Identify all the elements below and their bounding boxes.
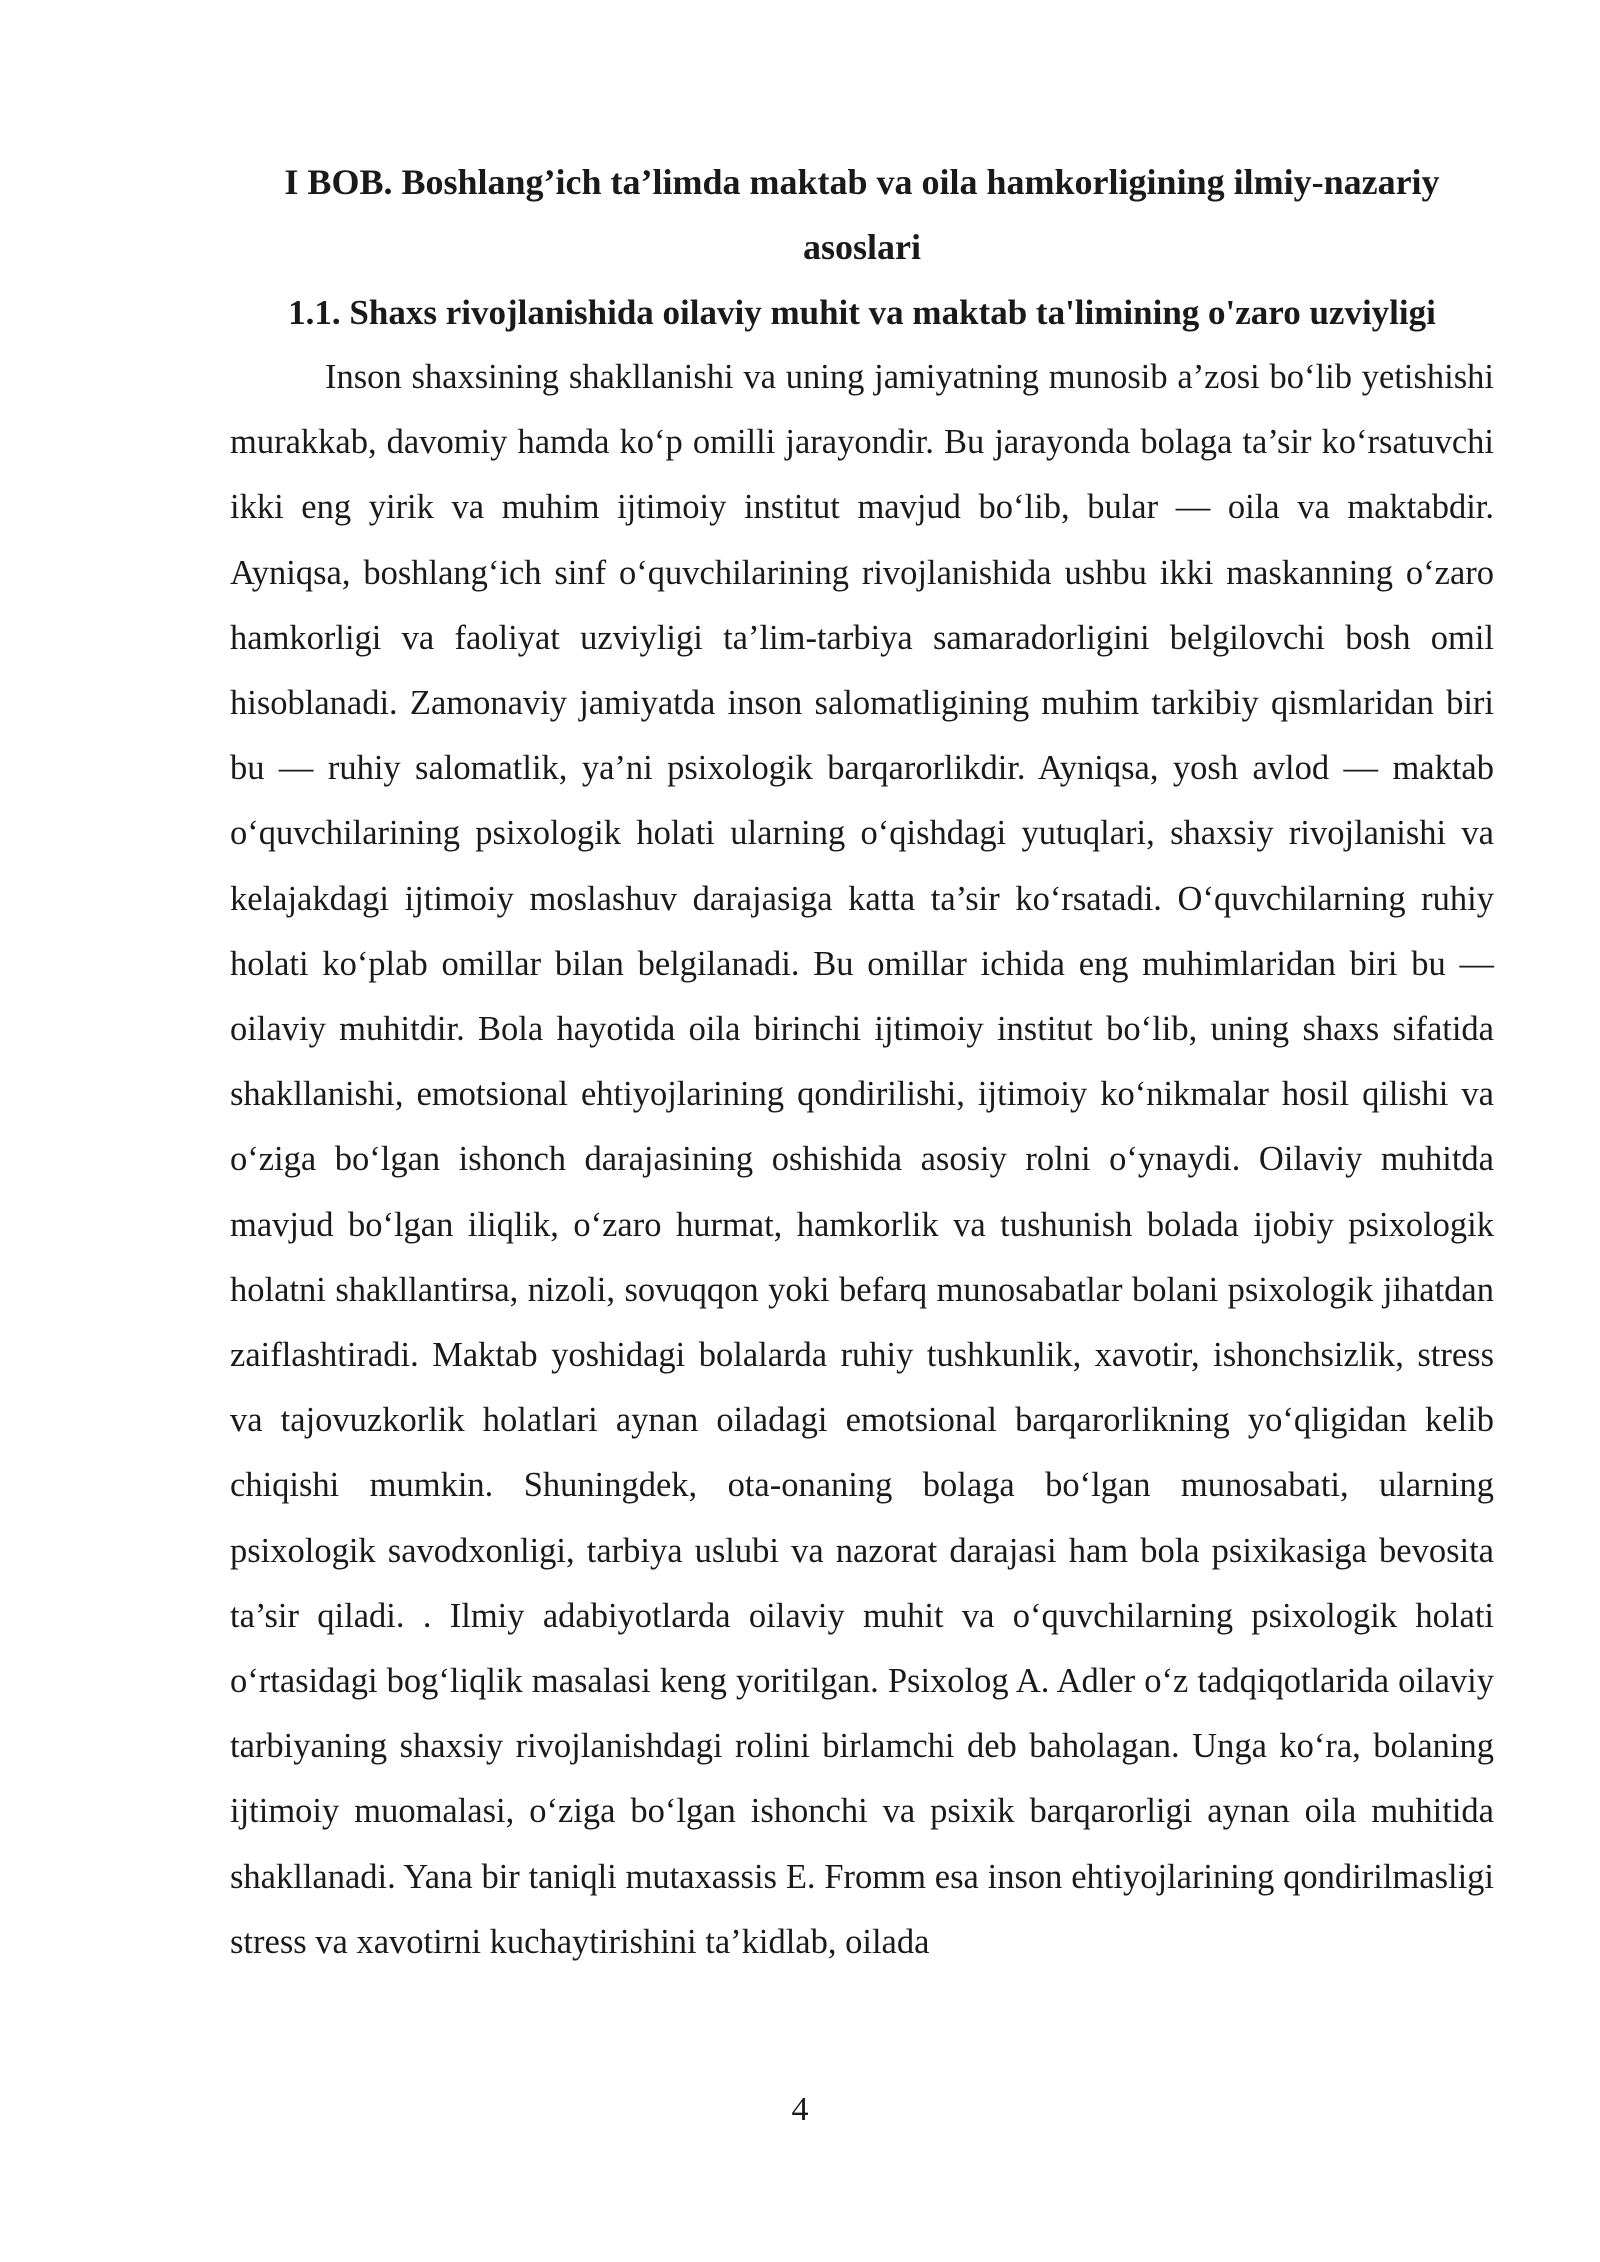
page-number: 4 [791,2091,809,2128]
chapter-title: I BOB. Boshlang’ich ta’limda maktab va oila hamkorligining ilmiy-nazariy asoslari [284,162,1440,267]
body-paragraph: Inson shaxsining shakllanishi va uning jamiyatning munosib a’zosi bo‘lib yetishishi murakkab, davomiy hamda ko‘p omilli jarayondir. Bu jarayonda bolaga ta’sir ko‘rsatuvchi ikki eng yirik va muhim ijtimoiy institut mavjud bo‘lib, bular — oila va maktabdir. Ayniqsa, boshlang‘ich sinf o‘quvchilarining rivojlanishida ushbu ikki maskanning o‘zaro hamkorligi va faoliyat uzviyligi ta’lim-tarbiya samaradorligini belgilovchi bosh omil hisoblanadi. Zamonaviy jamiyatda inson salomatligining muhim tarkibiy qismlaridan biri bu — ruhiy salomatlik, ya’ni psixologik barqarorlikdir. Ayniqsa, yosh avlod — maktab o‘quvchilarining psixologik holati ularning o‘qishdagi yutuqlari, shaxsiy rivojlanishi va kelajakdagi ijtimoiy moslashuv darajasiga katta ta’sir ko‘rsatadi. O‘quvchilarning ruhiy holati ko‘plab omillar bilan belgilanadi. Bu omillar ichida eng muhimlaridan biri bu — oilaviy muhitdir. Bola hayotida oila birinchi ijtimoiy institut bo‘lib, uning shaxs sifatida shakllanishi, emotsional ehtiyojlarining qondirilishi, ijtimoiy ko‘nikmalar hosil qilishi va o‘ziga bo‘lgan ishonch darajasining oshishida asosiy rolni o‘ynaydi. Oilaviy muhitda mavjud bo‘lgan iliqlik, o‘zaro hurmat, hamkorlik va tushunish bolada ijobiy psixologik holatni shakllantirsa, nizoli, sovuqqon yoki befarq munosabatlar bolani psixologik jihatdan zaiflashtiradi. Maktab yoshidagi bolalarda ruhiy tushkunlik, xavotir, ishonchsizlik, stress va tajovuzkorlik holatlari aynan oiladagi emotsional barqarorlikning yo‘qligidan kelib chiqishi mumkin. Shuningdek, ota-onaning bolaga bo‘lgan munosabati, ularning psixologik savodxonligi, tarbiya uslubi va nazorat darajasi ham bola psixikasiga bevosita ta’sir qiladi. . Ilmiy adabiyotlarda oilaviy muhit va o‘quvchilarning psixologik holati o‘rtasidagi bog‘liqlik masalasi keng yoritilgan. Psixolog A. Adler o‘z tadqiqotlarida oilaviy tarbiyaning shaxsiy rivojlanishdagi rolini birlamchi deb baholagan. Unga ko‘ra, bolaning ijtimoiy muomalasi, o‘ziga bo‘lgan ishonchi va psixik barqarorligi aynan oila muhitida shakllanadi. Yana bir taniqli mutaxassis E. Fromm esa inson ehtiyojlarining qondirilmasligi stress va xavotirni kuchaytirishini ta’kidlab, oilada [230,358,1494,1961]
section-title: 1.1. Shaxs rivojlanishida oilaviy muhit va maktab ta'limining o'zaro uzviyligi [288,293,1436,332]
